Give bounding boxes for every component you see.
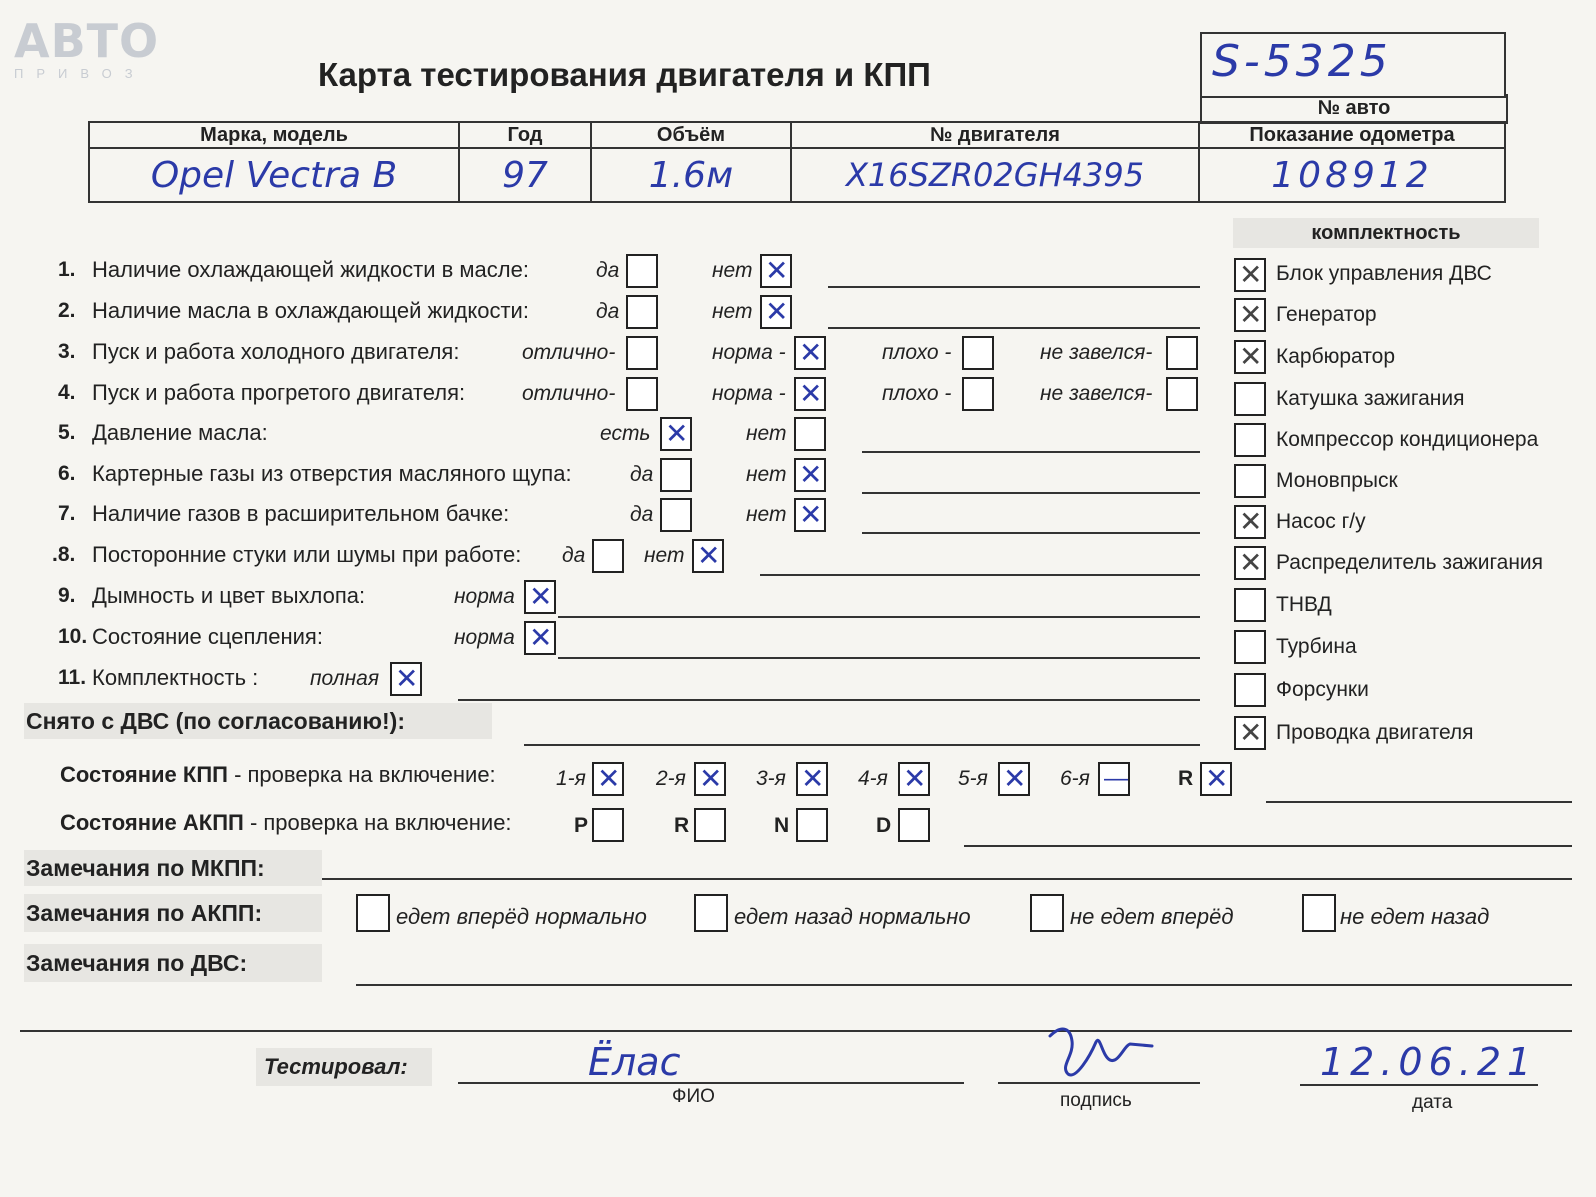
option-label: нет bbox=[746, 463, 787, 486]
gear-checkbox[interactable] bbox=[1098, 762, 1130, 796]
option-label: отлично- bbox=[522, 382, 616, 405]
row-number: 6. bbox=[58, 462, 76, 485]
gear-checkbox[interactable] bbox=[1200, 762, 1232, 796]
komp-label: ТНВД bbox=[1276, 593, 1332, 616]
akpp-backward-ok-checkbox[interactable] bbox=[694, 894, 728, 932]
gear-label: 3-я bbox=[756, 767, 786, 790]
row-text: Пуск и работа прогретого двигателя: bbox=[92, 380, 466, 405]
row-number: 11. bbox=[58, 666, 87, 689]
checkbox-bad[interactable] bbox=[962, 336, 994, 370]
header-odometer: Показание одометра bbox=[1199, 122, 1505, 148]
row-text: Посторонние стуки или шумы при работе: bbox=[92, 542, 522, 567]
signature-image bbox=[1040, 1016, 1160, 1096]
akpp-label-rest: - проверка на включение: bbox=[243, 810, 512, 835]
gear-checkbox[interactable] bbox=[592, 762, 624, 796]
gear-label: 6-я bbox=[1060, 767, 1090, 790]
name-line bbox=[458, 1082, 964, 1084]
checkbox-not-started[interactable] bbox=[1166, 377, 1198, 411]
komp-checkbox[interactable] bbox=[1234, 505, 1266, 539]
option-label: нет bbox=[746, 422, 787, 445]
komp-checkbox[interactable] bbox=[1234, 546, 1266, 580]
row-text: Пуск и работа холодного двигателя: bbox=[92, 339, 460, 364]
page-title: Карта тестирования двигателя и КПП bbox=[318, 56, 931, 93]
kpp-label-rest: - проверка на включение: bbox=[227, 762, 496, 787]
checkbox-yes[interactable] bbox=[660, 458, 692, 492]
vehicle-info-table bbox=[88, 121, 1506, 203]
akpp-mode-label: P bbox=[574, 814, 589, 837]
checkbox-bad[interactable] bbox=[962, 377, 994, 411]
row-number: .8. bbox=[52, 543, 76, 566]
checkbox-no[interactable] bbox=[692, 539, 724, 573]
notes-line bbox=[458, 699, 1200, 701]
akpp-checkbox[interactable] bbox=[694, 808, 726, 842]
option-label: да bbox=[596, 259, 620, 282]
option-label: нет bbox=[712, 300, 753, 323]
notes-line bbox=[862, 532, 1200, 534]
akpp-checkbox[interactable] bbox=[796, 808, 828, 842]
option-label: да bbox=[630, 503, 654, 526]
row-number: 7. bbox=[58, 502, 76, 525]
akpp-mode-label: D bbox=[876, 814, 892, 837]
komp-label: Проводка двигателя bbox=[1276, 721, 1474, 744]
notes-line bbox=[558, 616, 1200, 618]
komp-label: Форсунки bbox=[1276, 678, 1369, 701]
date-line bbox=[1300, 1084, 1538, 1086]
row-text: Наличие охлаждающей жидкости в масле: bbox=[92, 257, 529, 282]
option-label: да bbox=[630, 463, 654, 486]
checkbox-excellent[interactable] bbox=[626, 336, 658, 370]
notes-line bbox=[20, 1030, 1572, 1032]
option-label: нет bbox=[712, 259, 753, 282]
akpp-mode-label: R bbox=[674, 814, 690, 837]
checkbox-normal[interactable] bbox=[794, 336, 826, 370]
checkbox-normal[interactable] bbox=[524, 621, 556, 655]
option-label: нет bbox=[644, 544, 685, 567]
option-label: норма bbox=[454, 626, 515, 649]
akpp-label-bold: Состояние АКПП bbox=[60, 810, 244, 835]
auto-number-value: S-5325 bbox=[1212, 36, 1392, 87]
row-number: 3. bbox=[58, 340, 76, 363]
checkbox-complete[interactable] bbox=[390, 662, 422, 696]
checkbox-yes[interactable] bbox=[626, 254, 658, 288]
logo-main-text: АВТО bbox=[14, 14, 160, 68]
checkbox-not-started[interactable] bbox=[1166, 336, 1198, 370]
tested-by-label: Тестировал: bbox=[256, 1048, 432, 1086]
row-number: 1. bbox=[58, 258, 76, 281]
akpp-option-label: едет назад нормально bbox=[734, 904, 971, 929]
signature-caption: подпись bbox=[1060, 1090, 1132, 1111]
row-number: 5. bbox=[58, 421, 76, 444]
notes-line bbox=[862, 492, 1200, 494]
header-model: Марка, модель bbox=[89, 122, 459, 148]
row-text: Давление масла: bbox=[92, 420, 268, 445]
kpp-label-bold: Состояние КПП bbox=[60, 762, 228, 787]
komp-label: Насос г/у bbox=[1276, 510, 1366, 533]
komp-checkbox[interactable] bbox=[1234, 464, 1266, 498]
option-label: норма - bbox=[712, 382, 786, 405]
gear-checkbox[interactable] bbox=[998, 762, 1030, 796]
checkbox-no[interactable] bbox=[794, 417, 826, 451]
gear-checkbox[interactable] bbox=[796, 762, 828, 796]
gear-label: 5-я bbox=[958, 767, 988, 790]
tester-name: Ёлас bbox=[588, 1040, 681, 1084]
notes-line bbox=[828, 327, 1200, 329]
notes-line bbox=[524, 744, 1200, 746]
komp-checkbox[interactable] bbox=[1234, 258, 1266, 292]
komp-checkbox[interactable] bbox=[1234, 340, 1266, 374]
value-volume: 1.6м bbox=[591, 148, 791, 202]
komp-label: Моновпрыск bbox=[1276, 469, 1398, 492]
date-caption: дата bbox=[1412, 1092, 1453, 1113]
option-label: отлично- bbox=[522, 341, 616, 364]
row-text: Дымность и цвет выхлопа: bbox=[92, 583, 366, 608]
komp-label: Распределитель зажигания bbox=[1276, 551, 1544, 574]
notes-line bbox=[760, 574, 1200, 576]
option-label: нет bbox=[746, 503, 787, 526]
komp-label: Компрессор кондиционера bbox=[1276, 428, 1539, 451]
header-year: Год bbox=[459, 122, 591, 148]
notes-line bbox=[322, 878, 1572, 880]
name-caption: ФИО bbox=[672, 1086, 715, 1107]
akpp-option-label: не едет вперёд bbox=[1070, 904, 1234, 929]
notes-line bbox=[356, 984, 1572, 986]
row-number: 2. bbox=[58, 299, 76, 322]
akpp-option-label: едет вперёд нормально bbox=[396, 904, 647, 929]
komp-checkbox[interactable] bbox=[1234, 382, 1266, 416]
checkbox-no[interactable] bbox=[760, 295, 792, 329]
checkbox-no[interactable] bbox=[794, 498, 826, 532]
remarks-akpp-label: Замечания по АКПП: bbox=[24, 894, 322, 932]
option-label: норма bbox=[454, 585, 515, 608]
notes-line bbox=[558, 657, 1200, 659]
gear-checkbox[interactable] bbox=[898, 762, 930, 796]
value-engine-number: X16SZR02GH4395 bbox=[791, 148, 1199, 202]
row-number: 4. bbox=[58, 381, 76, 404]
gear-label: 4-я bbox=[858, 767, 888, 790]
option-label: да bbox=[562, 544, 586, 567]
komp-label: Карбюратор bbox=[1276, 345, 1396, 368]
akpp-checkbox[interactable] bbox=[592, 808, 624, 842]
header-volume: Объём bbox=[591, 122, 791, 148]
remarks-dvs-label: Замечания по ДВС: bbox=[24, 944, 322, 982]
row-text: Картерные газы из отверстия масляного щупа: bbox=[92, 461, 572, 486]
auto-number-label: № авто bbox=[1200, 94, 1508, 124]
row-number: 9. bbox=[58, 584, 76, 607]
komp-checkbox[interactable] bbox=[1234, 588, 1266, 622]
akpp-forward-ok-checkbox[interactable] bbox=[356, 894, 390, 932]
value-model: Opel Vectra B bbox=[89, 148, 459, 202]
komp-label: Генератор bbox=[1276, 303, 1377, 326]
remarks-mkpp-label: Замечания по МКПП: bbox=[24, 850, 322, 886]
value-year: 97 bbox=[459, 148, 591, 202]
gear-label: R bbox=[1178, 767, 1194, 790]
komplektnost-heading: комплектность bbox=[1233, 218, 1539, 248]
gear-label: 2-я bbox=[656, 767, 686, 790]
akpp-no-backward-checkbox[interactable] bbox=[1302, 894, 1336, 932]
notes-line bbox=[862, 451, 1200, 453]
akpp-option-label: не едет назад bbox=[1340, 904, 1490, 929]
checkbox-yes[interactable] bbox=[660, 417, 692, 451]
option-label: не завелся- bbox=[1040, 382, 1153, 405]
date-value: 12.06.21 bbox=[1320, 1040, 1538, 1084]
header-engine-number: № двигателя bbox=[791, 122, 1199, 148]
kpp-label bbox=[60, 762, 496, 788]
row-text: Наличие масла в охлаждающей жидкости: bbox=[92, 298, 529, 323]
brand-logo bbox=[14, 14, 160, 81]
komp-checkbox[interactable] bbox=[1234, 630, 1266, 664]
akpp-mode-label: N bbox=[774, 814, 790, 837]
option-label: есть bbox=[600, 422, 651, 445]
checkbox-excellent[interactable] bbox=[626, 377, 658, 411]
logo-sub-text: ПРИВОЗ bbox=[14, 66, 146, 81]
checkbox-normal[interactable] bbox=[524, 580, 556, 614]
value-odometer: 108912 bbox=[1199, 148, 1505, 202]
row-text: Состояние сцепления: bbox=[92, 624, 323, 649]
akpp-no-forward-checkbox[interactable] bbox=[1030, 894, 1064, 932]
signature-line bbox=[998, 1082, 1200, 1084]
komp-label: Блок управления ДВС bbox=[1276, 262, 1492, 285]
option-label: полная bbox=[310, 667, 380, 690]
komp-label: Катушка зажигания bbox=[1276, 387, 1465, 410]
komp-checkbox[interactable] bbox=[1234, 716, 1266, 750]
option-label: плохо - bbox=[882, 382, 952, 405]
akpp-checkbox[interactable] bbox=[898, 808, 930, 842]
gear-label: 1-я bbox=[556, 767, 586, 790]
option-label: да bbox=[596, 300, 620, 323]
row-text: Наличие газов в расширительном бачке: bbox=[92, 501, 510, 526]
checkbox-yes[interactable] bbox=[592, 539, 624, 573]
notes-line bbox=[964, 845, 1572, 847]
komp-checkbox[interactable] bbox=[1234, 423, 1266, 457]
option-label: плохо - bbox=[882, 341, 952, 364]
row-number: 10. bbox=[58, 625, 88, 648]
option-label: норма - bbox=[712, 341, 786, 364]
notes-line bbox=[1266, 801, 1572, 803]
checkbox-no[interactable] bbox=[794, 458, 826, 492]
gear-checkbox[interactable] bbox=[694, 762, 726, 796]
komp-checkbox[interactable] bbox=[1234, 673, 1266, 707]
row-text: Комплектность : bbox=[92, 665, 259, 690]
notes-line bbox=[828, 286, 1200, 288]
komp-checkbox[interactable] bbox=[1234, 298, 1266, 332]
checkbox-yes[interactable] bbox=[660, 498, 692, 532]
removed-label: Снято с ДВС (по согласованию!): bbox=[24, 703, 492, 739]
checkbox-yes[interactable] bbox=[626, 295, 658, 329]
komp-label: Турбина bbox=[1276, 635, 1357, 658]
akpp-label bbox=[60, 810, 512, 836]
checkbox-normal[interactable] bbox=[794, 377, 826, 411]
checkbox-no[interactable] bbox=[760, 254, 792, 288]
option-label: не завелся- bbox=[1040, 341, 1153, 364]
